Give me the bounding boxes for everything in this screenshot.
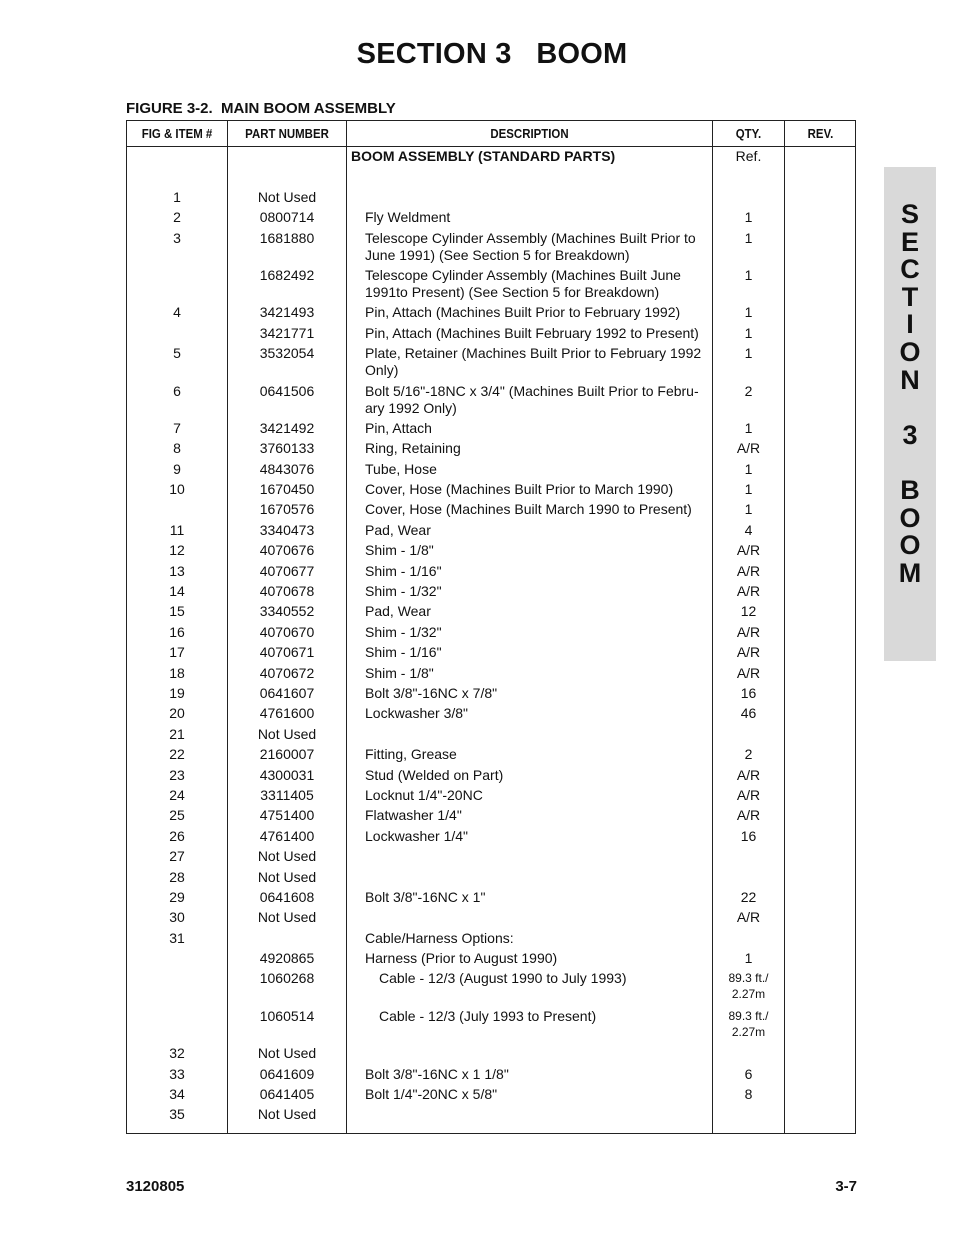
- side-tab-letter: O: [899, 502, 921, 533]
- part-number: 4070676: [259, 542, 315, 559]
- page-number: 3-7: [835, 1178, 857, 1195]
- quantity: 89.3 ft./ 2.27m: [728, 971, 769, 1002]
- table-row: [127, 746, 855, 766]
- item-number: 19: [169, 684, 185, 701]
- table-row: [127, 209, 855, 229]
- description: Pin, Attach (Machines Built February 1992 to Present): [365, 324, 699, 341]
- quantity: 16: [740, 684, 757, 701]
- quantity: 1: [744, 229, 753, 246]
- description: Cable - 12/3 (July 1993 to Present): [379, 1007, 597, 1024]
- quantity: 12: [740, 603, 757, 620]
- header-divider: [127, 146, 855, 147]
- table-row: [127, 869, 855, 889]
- description: Shim - 1/32": [365, 583, 442, 600]
- item-number: 5: [173, 345, 181, 362]
- part-number: 4070672: [259, 664, 315, 681]
- part-number: 1681880: [259, 229, 315, 246]
- item-number: 23: [169, 766, 185, 783]
- item-number: 30: [169, 909, 185, 926]
- part-number: 3340552: [259, 603, 315, 620]
- description: Shim - 1/32": [365, 623, 442, 640]
- table-row: [127, 267, 855, 304]
- description: Bolt 3/8"-16NC x 7/8": [365, 684, 498, 701]
- part-number: 1060514: [259, 1007, 315, 1024]
- table-row: [127, 726, 855, 746]
- table-row: [127, 1106, 855, 1126]
- description: Telescope Cylinder Assembly (Machines Built June 1991to Present) (See Section 5 for Breakdown): [365, 266, 681, 300]
- side-tab-letters: [884, 201, 936, 587]
- item-number: 35: [169, 1106, 185, 1123]
- table-row: [127, 624, 855, 644]
- description: Stud (Welded on Part): [365, 766, 504, 783]
- item-number: 10: [169, 481, 185, 498]
- side-tab-letter: C: [900, 254, 920, 285]
- quantity: A/R: [736, 583, 761, 600]
- part-number: 4751400: [259, 807, 315, 824]
- side-tab-letter: N: [900, 364, 920, 395]
- side-tab-letter: O: [899, 336, 921, 367]
- item-number: 9: [173, 460, 181, 477]
- item-number: 31: [169, 929, 185, 946]
- quantity: 1: [744, 304, 753, 321]
- description: Bolt 5/16"-18NC x 3/4" (Machines Built Prior to Febru-ary 1992 Only): [365, 382, 699, 416]
- description: Fly Weldment: [365, 209, 451, 226]
- document-number: 3120805: [126, 1178, 185, 1195]
- quantity: 6: [744, 1065, 753, 1082]
- quantity: 89.3 ft./ 2.27m: [728, 1008, 769, 1039]
- item-number: 16: [169, 623, 185, 640]
- table-row: [127, 1086, 855, 1106]
- part-number: Not Used: [257, 1106, 317, 1123]
- item-number: 33: [169, 1065, 185, 1082]
- description: Lockwasher 3/8": [365, 705, 469, 722]
- description: Locknut 1/4"-20NC: [365, 786, 483, 803]
- quantity: 16: [740, 827, 757, 844]
- quantity: A/R: [736, 644, 761, 661]
- quantity: 2: [744, 382, 753, 399]
- item-number: 17: [169, 644, 185, 661]
- table-row: [127, 828, 855, 848]
- description: Shim - 1/8": [365, 664, 434, 681]
- part-number: 1060268: [259, 970, 315, 987]
- description: Pin, Attach (Machines Built Prior to February 1992): [365, 304, 681, 321]
- part-number: 0641405: [259, 1086, 315, 1103]
- part-number: Not Used: [257, 848, 317, 865]
- table-row: [127, 481, 855, 501]
- quantity: 1: [744, 345, 753, 362]
- item-number: 2: [173, 209, 181, 226]
- quantity: A/R: [736, 562, 761, 579]
- side-tab-letter: S: [900, 199, 919, 229]
- table-row: [127, 644, 855, 664]
- description: Fitting, Grease: [365, 746, 457, 763]
- header-item: FIG & ITEM #: [141, 126, 213, 141]
- side-tab-letter: [884, 394, 936, 422]
- part-number: 2160007: [259, 746, 315, 763]
- item-number: 24: [169, 786, 185, 803]
- side-tab-letter: [884, 449, 936, 477]
- part-number: Not Used: [257, 1045, 317, 1062]
- table-row: [127, 665, 855, 685]
- part-number: Not Used: [257, 909, 317, 926]
- item-number: 29: [169, 888, 185, 905]
- table-row: [127, 325, 855, 345]
- table-body: [127, 148, 855, 1127]
- quantity: 4: [744, 521, 753, 538]
- description: Pad, Wear: [365, 521, 431, 538]
- part-number: 4761600: [259, 705, 315, 722]
- item-number: 26: [169, 827, 185, 844]
- description: Plate, Retainer (Machines Built Prior to February 1992 Only): [365, 345, 702, 379]
- item-number: 3: [173, 229, 181, 246]
- quantity: 1: [744, 950, 753, 967]
- part-number: 1670576: [259, 501, 315, 518]
- description: Lockwasher 1/4": [365, 827, 469, 844]
- description: Bolt 3/8"-16NC x 1 1/8": [365, 1065, 509, 1082]
- quantity: A/R: [736, 623, 761, 640]
- description: Ring, Retaining: [365, 440, 461, 457]
- part-number: 3340473: [259, 521, 315, 538]
- table-row: [127, 345, 855, 382]
- description: Cover, Hose (Machines Built Prior to March 1990): [365, 481, 674, 498]
- table-row: [127, 767, 855, 787]
- part-number: 4070678: [259, 583, 315, 600]
- part-number: Not Used: [257, 868, 317, 885]
- header-qty: QTY.: [735, 126, 762, 141]
- item-number: 11: [169, 521, 185, 538]
- parts-table: [126, 120, 856, 1134]
- item-number: 1: [173, 188, 181, 205]
- part-number: 1670450: [259, 481, 315, 498]
- item-number: 14: [169, 583, 185, 600]
- header-part-number: PART NUMBER: [245, 126, 329, 141]
- table-row: [127, 230, 855, 267]
- quantity: A/R: [736, 542, 761, 559]
- item-number: 32: [169, 1045, 185, 1062]
- quantity: 8: [744, 1086, 753, 1103]
- part-number: Not Used: [257, 725, 317, 742]
- description: Bolt 1/4"-20NC x 5/8": [365, 1086, 498, 1103]
- description: Tube, Hose: [365, 460, 437, 477]
- part-number: 4300031: [259, 766, 315, 783]
- item-number: 34: [169, 1086, 185, 1103]
- table-row: [127, 970, 855, 1007]
- quantity: 2: [744, 746, 753, 763]
- quantity: 22: [740, 888, 757, 905]
- table-row: [127, 787, 855, 807]
- side-tab-letter: 3: [902, 419, 918, 450]
- table-row: [127, 148, 855, 168]
- description: Bolt 3/8"-16NC x 1": [365, 888, 486, 905]
- item-number: 8: [173, 440, 181, 457]
- table-row: [127, 563, 855, 583]
- part-number: 3311405: [260, 786, 314, 803]
- part-number: 4843076: [259, 460, 315, 477]
- item-number: 28: [169, 868, 185, 885]
- part-number: 4761400: [259, 827, 315, 844]
- part-number: 3760133: [259, 440, 315, 457]
- part-number: 0641506: [259, 382, 315, 399]
- description: Cable/Harness Options:: [365, 929, 514, 946]
- quantity: A/R: [736, 807, 761, 824]
- quantity: A/R: [736, 786, 761, 803]
- quantity: A/R: [736, 440, 761, 457]
- table-row: [127, 930, 855, 950]
- quantity: Ref.: [735, 148, 762, 164]
- table-row: [127, 909, 855, 929]
- table-row: [127, 583, 855, 603]
- table-row: [127, 603, 855, 623]
- quantity: A/R: [736, 766, 761, 783]
- quantity: 1: [744, 460, 753, 477]
- table-row: [127, 461, 855, 481]
- page-title: SECTION 3 BOOM: [356, 38, 628, 70]
- table-row: [127, 848, 855, 868]
- item-number: 15: [169, 603, 185, 620]
- table-row: [127, 1008, 855, 1045]
- quantity: 1: [744, 419, 753, 436]
- figure-caption: FIGURE 3-2. MAIN BOOM ASSEMBLY: [126, 100, 396, 117]
- description: Pin, Attach: [365, 419, 432, 436]
- table-row: [127, 705, 855, 725]
- quantity: 1: [744, 266, 753, 283]
- side-tab-letter: T: [901, 281, 919, 312]
- table-row: [127, 807, 855, 827]
- part-number: 0641609: [259, 1065, 315, 1082]
- table-row: [127, 304, 855, 324]
- description: Cable - 12/3 (August 1990 to July 1993): [379, 970, 627, 987]
- part-number: 3421771: [259, 324, 315, 341]
- table-row: [127, 168, 855, 188]
- quantity: A/R: [736, 664, 761, 681]
- item-number: 12: [169, 542, 185, 559]
- description: Harness (Prior to August 1990): [365, 950, 558, 967]
- description: Shim - 1/8": [365, 542, 434, 559]
- quantity: 1: [744, 501, 753, 518]
- part-number: 3532054: [259, 345, 315, 362]
- part-number: 4070671: [259, 644, 315, 661]
- quantity: 1: [744, 324, 753, 341]
- part-number: 4070670: [259, 623, 315, 640]
- part-number: 1682492: [259, 266, 315, 283]
- quantity: 1: [744, 481, 753, 498]
- table-row: [127, 501, 855, 521]
- side-tab-letter: I: [906, 309, 914, 340]
- part-number: 4070677: [259, 562, 315, 579]
- part-number: 4920865: [259, 950, 315, 967]
- table-row: [127, 1066, 855, 1086]
- item-number: 27: [169, 848, 185, 865]
- quantity: 46: [740, 705, 757, 722]
- description: Shim - 1/16": [365, 562, 442, 579]
- header-description: DESCRIPTION: [490, 126, 569, 141]
- header-rev: REV.: [807, 126, 834, 141]
- description: Cover, Hose (Machines Built March 1990 to Present): [365, 501, 692, 518]
- table-row: [127, 383, 855, 420]
- table-row: [127, 685, 855, 705]
- table-row: [127, 1045, 855, 1065]
- quantity: A/R: [736, 909, 761, 926]
- side-tab-letter: M: [898, 557, 922, 588]
- table-row: [127, 542, 855, 562]
- part-number: 0641608: [259, 888, 315, 905]
- item-number: 13: [169, 562, 185, 579]
- item-number: 4: [173, 304, 181, 321]
- item-number: 21: [169, 725, 185, 742]
- item-number: 22: [169, 746, 185, 763]
- side-tab-letter: O: [899, 530, 921, 561]
- side-tab-letter: E: [900, 226, 919, 257]
- item-number: 7: [173, 419, 181, 436]
- table-row: [127, 889, 855, 909]
- side-tab-letter: B: [900, 474, 920, 505]
- part-number: Not Used: [257, 188, 317, 205]
- description: Pad, Wear: [365, 603, 431, 620]
- description: BOOM ASSEMBLY (STANDARD PARTS): [351, 148, 616, 164]
- table-row: [127, 420, 855, 440]
- quantity: 1: [744, 209, 753, 226]
- item-number: 20: [169, 705, 185, 722]
- description: Flatwasher 1/4": [365, 807, 462, 824]
- item-number: 25: [169, 807, 185, 824]
- table-row: [127, 522, 855, 542]
- table-row: [127, 950, 855, 970]
- item-number: 6: [173, 382, 181, 399]
- part-number: 0800714: [259, 209, 315, 226]
- table-row: [127, 189, 855, 209]
- description: Shim - 1/16": [365, 644, 442, 661]
- description: Telescope Cylinder Assembly (Machines Built Prior to June 1991) (See Section 5 for Breakdown): [365, 229, 696, 263]
- part-number: 3421493: [259, 304, 315, 321]
- item-number: 18: [169, 664, 185, 681]
- section-side-tab: [884, 167, 936, 661]
- table-row: [127, 440, 855, 460]
- part-number: 3421492: [259, 419, 315, 436]
- part-number: 0641607: [259, 684, 315, 701]
